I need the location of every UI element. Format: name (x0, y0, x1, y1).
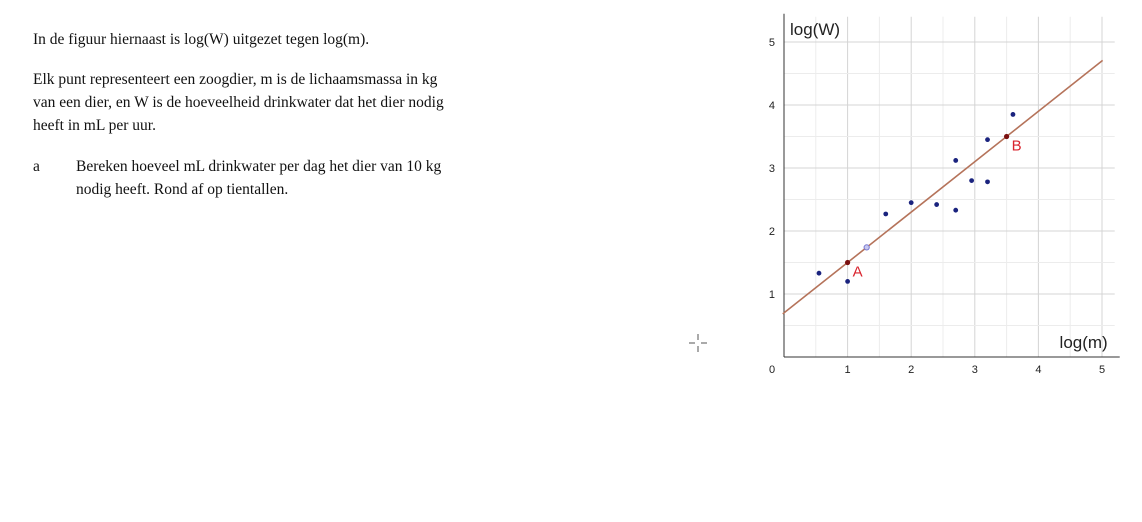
data-point (985, 137, 990, 142)
y-tick-label: 2 (768, 226, 775, 238)
point-A (845, 260, 850, 265)
point-label-A: A (852, 263, 863, 281)
y-tick-label: 1 (768, 289, 775, 301)
helper-point (864, 245, 869, 250)
chart-axes (784, 14, 1120, 357)
data-point (817, 271, 822, 276)
data-point (953, 208, 958, 213)
question-line-1: Bereken hoeveel mL drinkwater per dag het dier van 10 kg (76, 158, 442, 175)
x-tick-label: 3 (971, 364, 978, 376)
x-tick-label: 0 (768, 364, 776, 376)
data-point (953, 158, 958, 163)
data-point (909, 200, 914, 205)
scatter-chart (740, 0, 1140, 400)
x-tick-label: 2 (908, 364, 915, 376)
x-axis-label: log(m) (1059, 333, 1108, 352)
axis-labels (790, 20, 1108, 352)
question-line-2: nodig heeft. Rond af op tientallen. (76, 181, 289, 198)
description-line-1: Elk punt representeert een zoogdier, m is de lichaamsmassa in kg (33, 71, 438, 88)
point-B (1004, 134, 1009, 139)
data-point (1011, 112, 1016, 117)
data-point (883, 212, 888, 217)
move-cursor-icon (688, 333, 708, 353)
x-tick-label: 5 (1098, 364, 1106, 376)
question-label: a (33, 158, 40, 175)
chart-grid (784, 17, 1115, 357)
data-point (969, 178, 974, 183)
x-tick-label: 4 (1035, 364, 1042, 376)
y-tick-label: 3 (768, 163, 775, 175)
y-tick-label: 4 (768, 100, 775, 112)
y-axis-label: log(W) (790, 20, 841, 39)
intro-text (33, 28, 553, 137)
x-tick-label: 1 (844, 364, 851, 376)
data-point (985, 179, 990, 184)
question-text (76, 155, 536, 201)
intro-line: In de figuur hiernaast is log(W) uitgezet tegen log(m). (33, 31, 370, 48)
y-tick-label: 5 (768, 37, 775, 49)
data-point (934, 202, 939, 207)
description-line-2: van een dier, en W is de hoeveelheid drinkwater dat het dier nodig (33, 94, 444, 111)
description-line-3: heeft in mL per uur. (33, 117, 156, 134)
data-point (845, 279, 850, 284)
point-label-B: B (1011, 137, 1022, 155)
